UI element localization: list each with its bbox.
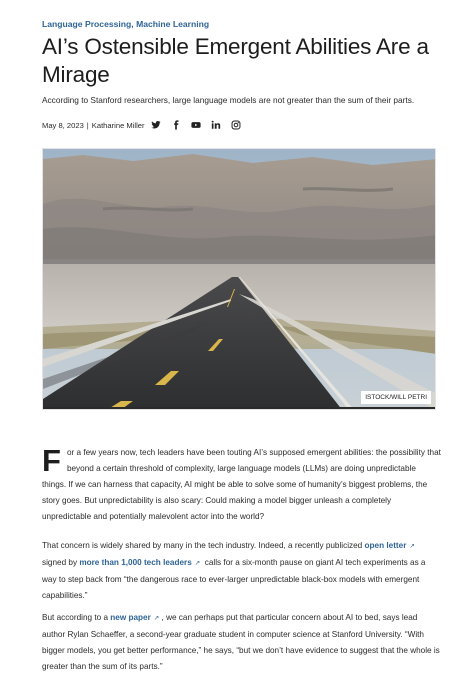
subtitle: According to Stanford researchers, large language models are not greater than the sum of their parts. xyxy=(42,95,415,105)
paragraph-1 xyxy=(42,445,442,525)
paragraph-3-text-a: But according to a xyxy=(42,613,108,622)
author-name[interactable]: Katharine Miller xyxy=(91,120,145,130)
paragraph-3 xyxy=(42,610,442,675)
external-link-icon: ↗ xyxy=(409,543,415,550)
paragraph-3-text-b: , we can perhaps put that particular concern about AI to bed, says lead author Rylan Schaeffer, a second-year graduate student in computer science at Stanford University. “With bigger models, you get better performance,” he says, “but we don’t have evidence to suggest that the whole is greater than the sum of its parts.” xyxy=(42,613,440,671)
hero-image xyxy=(42,148,436,410)
drop-cap: F xyxy=(42,443,61,478)
social-share xyxy=(151,120,251,130)
paragraph-2-text-b: signed by xyxy=(42,558,78,567)
publish-date: May 8, 2023 xyxy=(42,120,84,130)
facebook-icon[interactable] xyxy=(171,120,181,130)
open-letter-link-label: open letter xyxy=(364,541,407,550)
tech-leaders-link[interactable] xyxy=(79,558,200,567)
paragraph-2 xyxy=(42,538,442,604)
desert-road-photo xyxy=(43,149,436,410)
byline xyxy=(42,120,251,130)
new-paper-link-label: new paper xyxy=(110,613,151,622)
tech-leaders-link-label: more than 1,000 tech leaders xyxy=(79,558,192,567)
youtube-icon[interactable] xyxy=(191,120,201,130)
paragraph-2-text-a: That concern is widely shared by many in the tech industry. Indeed, a recently publicized xyxy=(42,541,363,550)
external-link-icon: ↗ xyxy=(153,615,160,622)
page-title: AI’s Ostensible Emergent Abilities Are a Mirage xyxy=(42,34,429,87)
instagram-icon[interactable] xyxy=(231,120,241,130)
paragraph-1-text: or a few years now, tech leaders have been touting AI’s supposed emergent abilities: the possibility that beyond a certain threshold of complexity, large language models (LLMs) are doing unpredictable things. If we can harness that capacity, AI might be able to solve some of humanity’s biggest problems, the story goes. But unpredictability is also scary: Could making a model bigger unleash a completely unpredictable and potentially malevolent actor into the world? xyxy=(42,448,441,521)
image-credit: ISTOCK/WILL PETRI xyxy=(361,391,431,404)
new-paper-link[interactable] xyxy=(110,613,159,622)
byline-separator: | xyxy=(86,120,89,130)
external-link-icon: ↗ xyxy=(194,560,201,567)
twitter-icon[interactable] xyxy=(151,120,161,130)
category-tags[interactable]: Language Processing, Machine Learning xyxy=(42,19,210,29)
paragraph-2-text-c: calls for a six-month pause on giant AI tech experiments as a way to step back from “the dangerous race to ever-larger unpredictable black-box models with emergent capabilities.” xyxy=(42,558,426,600)
linkedin-icon[interactable] xyxy=(211,120,221,130)
open-letter-link[interactable] xyxy=(365,541,415,550)
